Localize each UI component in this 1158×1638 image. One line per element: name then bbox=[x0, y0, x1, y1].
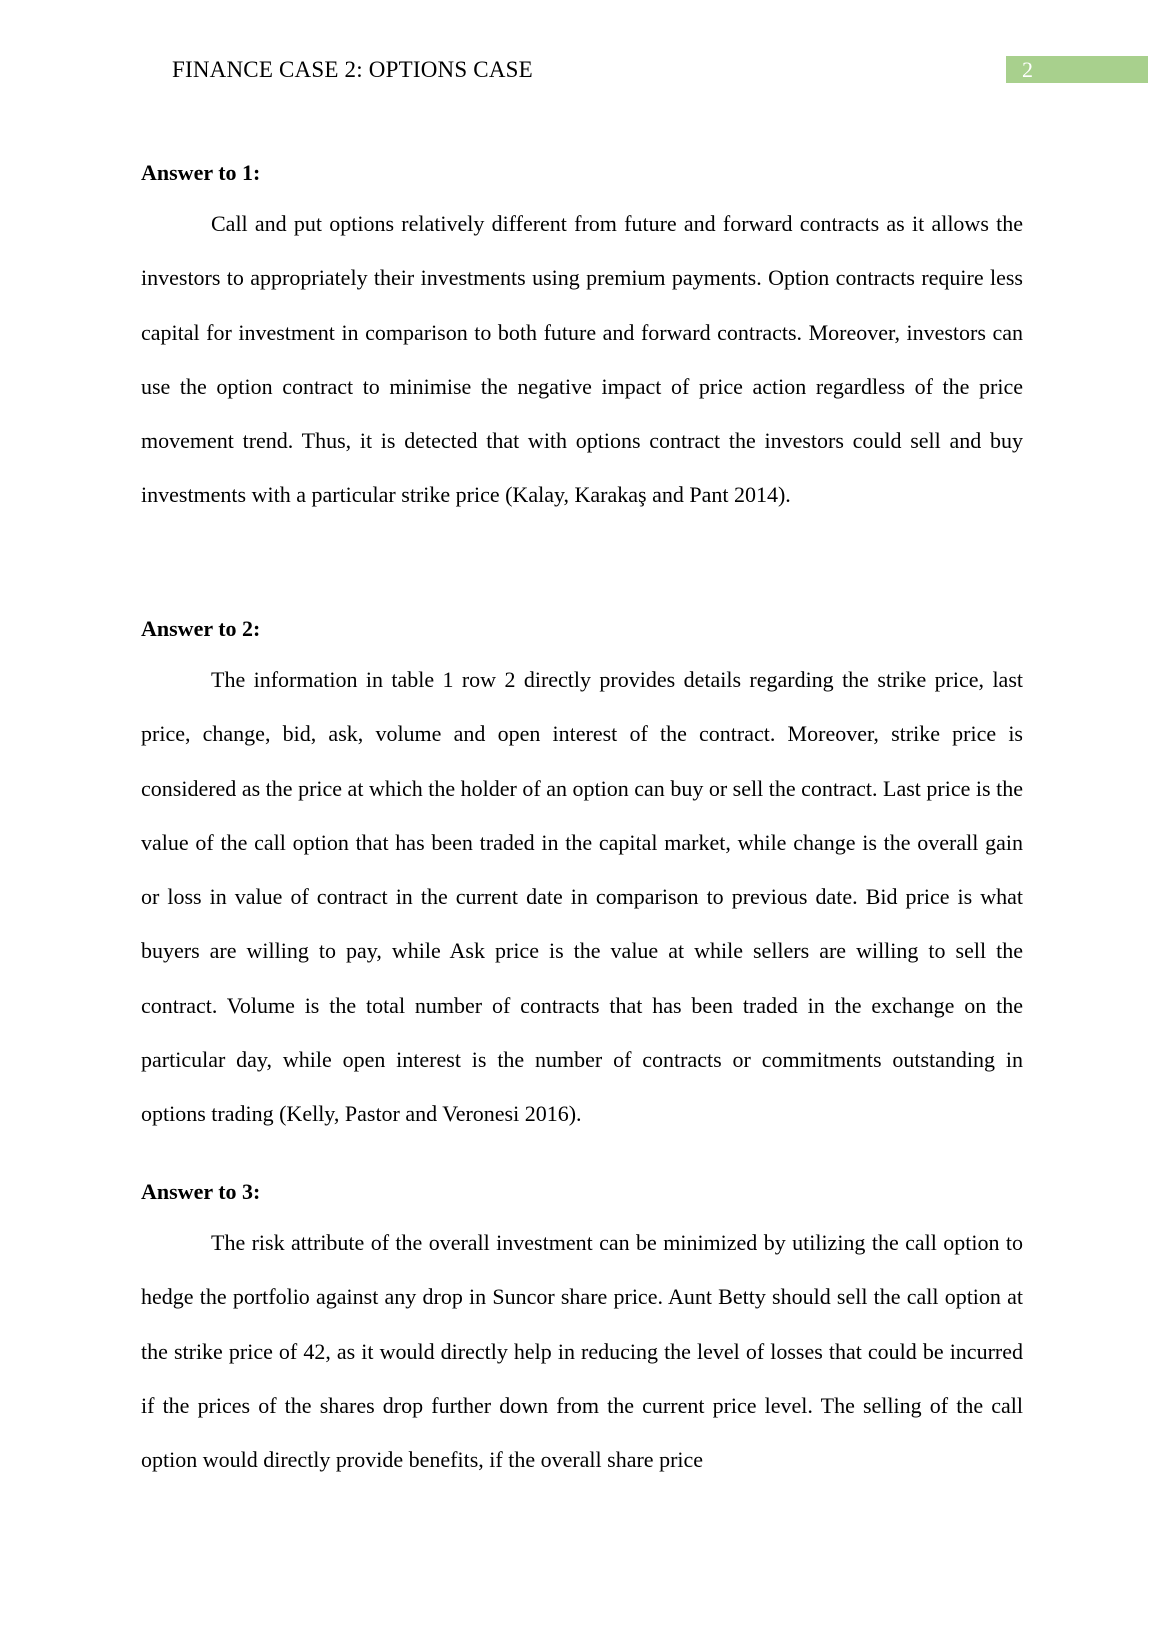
section-heading: Answer to 3: bbox=[141, 1179, 261, 1204]
section-heading: Answer to 2: bbox=[141, 616, 261, 641]
document-body bbox=[141, 158, 1023, 1473]
section-answer-1 bbox=[141, 158, 1023, 523]
section-paragraph: Call and put options relatively different from future and forward contracts as it allows the investors to appropriately their investments using premium payments. Option contracts require less capital for investment in comparison to both future and forward contracts. Moreover, investors can use the option contract to minimise the negative impact of price action regardless of the price movement trend. Thus, it is detected that with options contract the investors could sell and buy investments with a particular strike price (Kalay, Karakaş and Pant 2014). bbox=[141, 211, 1023, 508]
running-header-title: FINANCE CASE 2: OPTIONS CASE bbox=[172, 57, 533, 82]
page-number: 2 bbox=[1006, 56, 1148, 83]
section-heading: Answer to 1: bbox=[141, 160, 261, 185]
section-answer-2 bbox=[141, 614, 1023, 1142]
section-answer-3 bbox=[141, 1177, 1023, 1487]
section-paragraph: The risk attribute of the overall investment can be minimized by utilizing the call option to hedge the portfolio against any drop in Suncor share price. Aunt Betty should sell the call option at the strike price of 42, as it would directly help in reducing the level of losses that could be incurred if the prices of the shares drop further down from the current price level. The selling of the call option would directly provide benefits, if the overall share price bbox=[141, 1230, 1023, 1473]
section-paragraph: The information in table 1 row 2 directly provides details regarding the strike price, last price, change, bid, ask, volume and open interest of the contract. Moreover, strike price is considered as the price at which the holder of an option can buy or sell the contract. Last price is the value of the call option that has been traded in the capital market, while change is the overall gain or loss in value of contract in the current date in comparison to previous date. Bid price is what buyers are willing to pay, while Ask price is the value at while sellers are willing to sell the contract. Volume is the total number of contracts that has been traded in the exchange on the particular day, while open interest is the number of contracts or commitments outstanding in options trading (Kelly, Pastor and Veronesi 2016). bbox=[141, 667, 1023, 1127]
